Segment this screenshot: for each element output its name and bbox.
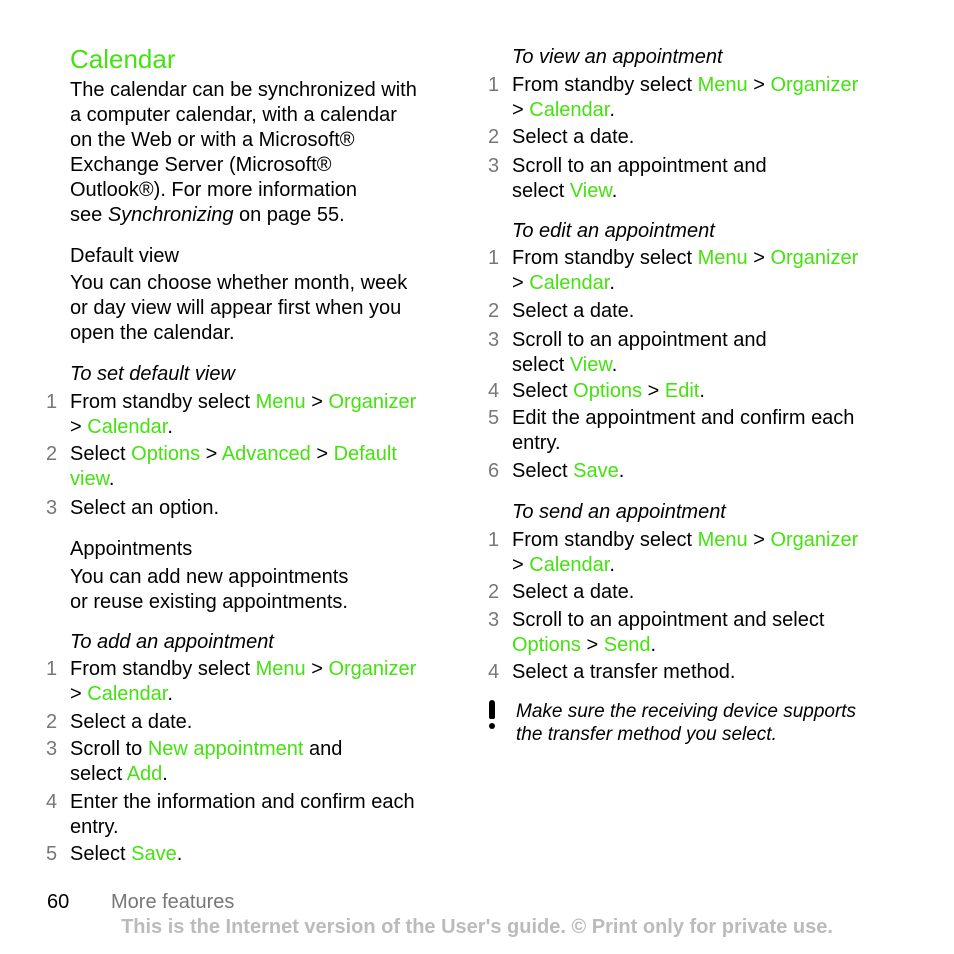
send-appointment-heading: To send an appointment <box>512 501 726 523</box>
section-name: More features <box>111 891 235 913</box>
default-view-paragraph: You can choose whether month, week or day view will appear first when you open the calendar. <box>70 272 408 344</box>
appointments-paragraph: You can add new appointments or reuse existing appointments. <box>70 566 349 613</box>
page-number: 60 <box>47 891 70 913</box>
intro-paragraph: The calendar can be synchronized with a computer calendar, with a calendar on the Web or with a Microsoft® Exchange Server (Microsoft® Outlook®). For more information see Synchronizing on page 55. <box>70 79 417 226</box>
edit-appointment-heading: To edit an appointment <box>512 220 715 242</box>
page-title: Calendar <box>70 44 176 74</box>
add-appointment-heading: To add an appointment <box>70 631 274 653</box>
appointments-heading: Appointments <box>70 538 193 560</box>
cross-reference: Synchronizing <box>107 204 234 226</box>
default-view-heading: Default view <box>70 245 179 267</box>
footer-notice: This is the Internet version of the User's guide. © Print only for private use. <box>121 916 833 938</box>
exclamation-icon <box>486 700 500 732</box>
note-text: Make sure the receiving device supports the transfer method you select. <box>516 701 857 745</box>
set-default-view-heading: To set default view <box>70 363 235 385</box>
view-appointment-heading: To view an appointment <box>512 46 723 68</box>
